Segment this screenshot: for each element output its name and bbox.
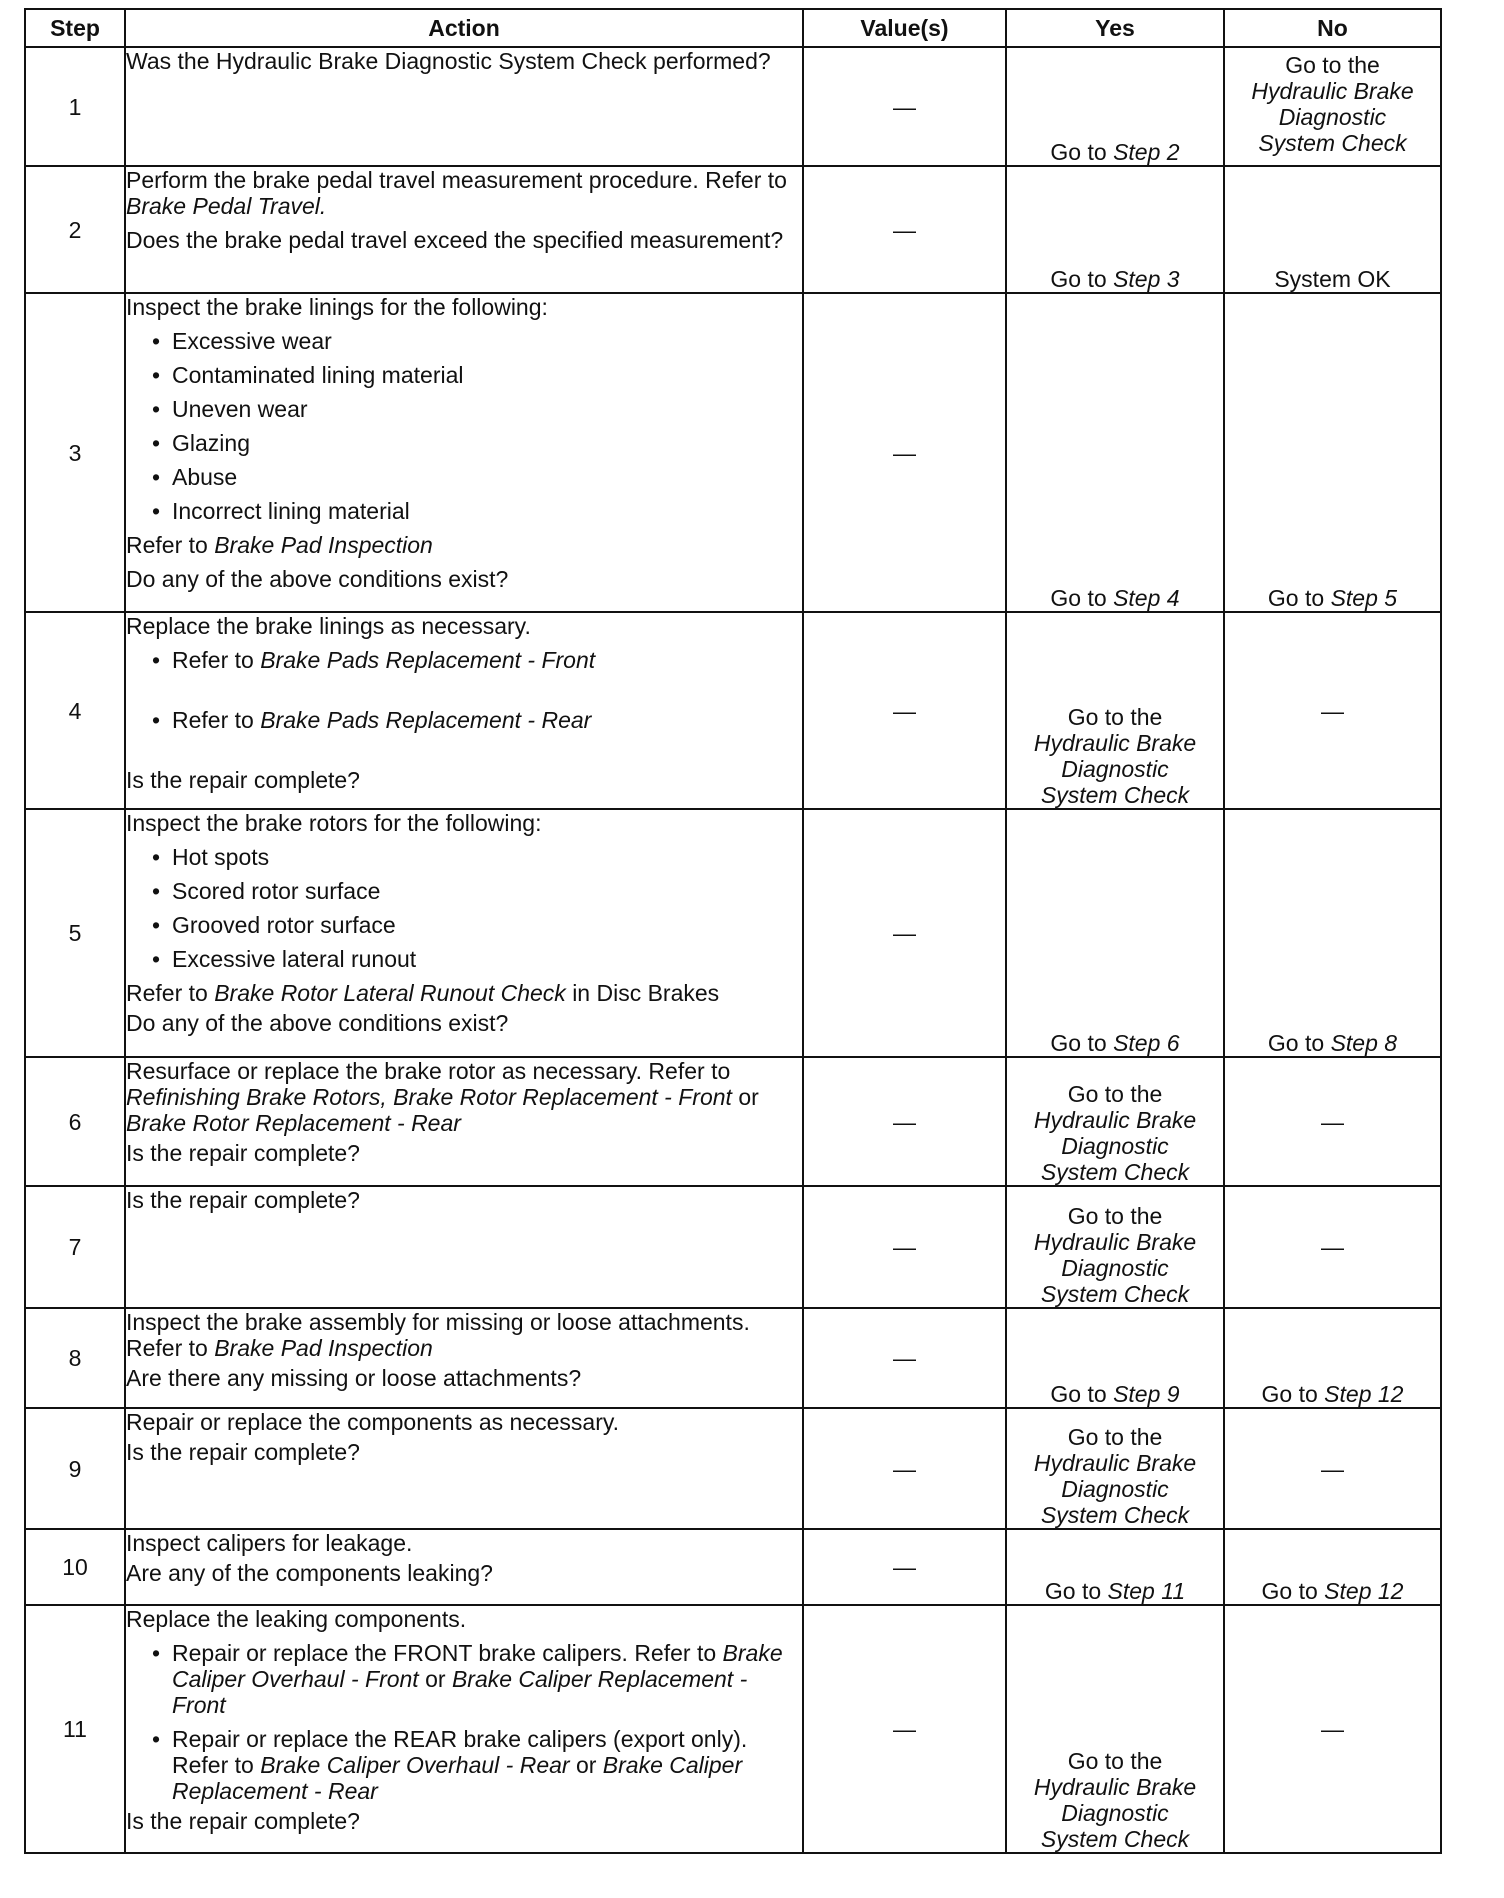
table-row [25, 612, 1441, 809]
yes-cell: Go to the Hydraulic Brake Diagnostic System Check [1006, 1605, 1224, 1853]
step-link[interactable]: Step 6 [1113, 1030, 1180, 1056]
hydraulic-check-link[interactable]: Hydraulic Brake [1251, 78, 1414, 104]
list-item: • Repair or replace the FRONT brake calipers. Refer to Brake Caliper Overhaul - Front or Brake Caliper Replacement - Front [126, 1640, 802, 1718]
value-cell: — [803, 293, 1006, 612]
brake-pads-rear-link[interactable]: Brake Pads Replacement - Rear [260, 707, 592, 733]
list-item: • Refer to Brake Pads Replacement - Front [126, 647, 802, 673]
action-cell: Repair or replace the components as necessary. Is the repair complete? [125, 1408, 803, 1529]
value-cell: — [803, 1529, 1006, 1605]
brake-pedal-travel-link[interactable]: Brake Pedal Travel. [126, 193, 327, 219]
no-cell: Go to Step 12 [1224, 1529, 1441, 1605]
hydraulic-check-link[interactable]: Hydraulic Brake [1033, 1107, 1197, 1133]
no-cell: Go to Step 5 [1224, 293, 1441, 612]
hydraulic-check-link[interactable]: Hydraulic Brake [1033, 1450, 1197, 1476]
yes-cell: Go to Step 9 [1006, 1308, 1224, 1408]
step-link[interactable]: Step 12 [1324, 1381, 1404, 1407]
rotor-replacement-rear-link[interactable]: Brake Rotor Replacement - Rear [126, 1110, 461, 1136]
action-cell: Inspect the brake linings for the following: • Excessive wear • Contaminated lining material • Uneven wear • Glazing • Abuse • Incorrect lining material Refer to Brake Pad Inspection Do any of the above conditions exist? [125, 293, 803, 612]
yes-cell: Go to Step 3 [1006, 166, 1224, 293]
step-number: 10 [25, 1529, 125, 1605]
yes-cell: Go to Step 2 [1006, 47, 1224, 166]
step-link[interactable]: Step 11 [1107, 1578, 1186, 1604]
list-item: • Excessive wear [126, 328, 802, 354]
header-values: Value(s) [803, 9, 1006, 47]
table-row [25, 1186, 1441, 1308]
list-item: • Incorrect lining material [126, 498, 802, 524]
table-row [25, 1605, 1441, 1853]
brake-pads-front-link[interactable]: Brake Pads Replacement - Front [260, 647, 596, 673]
list-item: • Scored rotor surface [126, 878, 802, 904]
step-link[interactable]: Step 2 [1113, 139, 1180, 165]
header-no: No [1224, 9, 1441, 47]
yes-cell: Go to Step 11 [1006, 1529, 1224, 1605]
yes-cell: Go to the Hydraulic Brake Diagnostic System Check [1006, 1057, 1224, 1186]
value-cell: — [803, 1308, 1006, 1408]
step-number: 4 [25, 612, 125, 809]
hydraulic-check-link[interactable]: Hydraulic Brake [1033, 1774, 1197, 1800]
brake-pad-inspection-link[interactable]: Brake Pad Inspection [214, 532, 433, 558]
table-row [25, 1408, 1441, 1529]
action-cell: Resurface or replace the brake rotor as necessary. Refer to Refinishing Brake Rotors, Brake Rotor Replacement - Front or Brake Rotor Replacement - Rear Is the repair complete? [125, 1057, 803, 1186]
value-cell: — [803, 809, 1006, 1057]
action-cell: Perform the brake pedal travel measurement procedure. Refer to Brake Pedal Travel. Does the brake pedal travel exceed the specified measurement? [125, 166, 803, 293]
no-cell: — [1224, 1186, 1441, 1308]
diagnostic-table [24, 8, 1442, 1854]
hydraulic-check-link[interactable]: Hydraulic Brake [1033, 1229, 1197, 1255]
header-yes: Yes [1006, 9, 1224, 47]
action-cell: Inspect calipers for leakage. Are any of the components leaking? [125, 1529, 803, 1605]
value-cell: — [803, 612, 1006, 809]
no-cell: — [1224, 1057, 1441, 1186]
list-item: • Refer to Brake Pads Replacement - Rear [126, 707, 802, 733]
step-link[interactable]: Step 12 [1324, 1578, 1404, 1604]
step-link[interactable]: Step 5 [1330, 585, 1398, 611]
caliper-overhaul-rear-link[interactable]: Brake Caliper Overhaul - Rear [260, 1752, 570, 1778]
header-row [25, 9, 1441, 47]
list-item: • Repair or replace the REAR brake calipers (export only). Refer to Brake Caliper Overhaul - Rear or Brake Caliper Replacement - Rear [126, 1726, 802, 1804]
no-cell: Go to Step 8 [1224, 809, 1441, 1057]
action-cell: Replace the brake linings as necessary. • Refer to Brake Pads Replacement - Front • Refer to Brake Pads Replacement - Rear Is the repair complete? [125, 612, 803, 809]
step-link[interactable]: Step 4 [1113, 585, 1180, 611]
header-action: Action [125, 9, 803, 47]
action-cell: Replace the leaking components. • Repair or replace the FRONT brake calipers. Refer to Brake Caliper Overhaul - Front or Brake Caliper Replacement - Front • Repair or replace the REAR brake calipers (export only). Refer to Brake Caliper Overhaul - Rear or Brake Caliper Replacement - Rear Is the repair complete? [125, 1605, 803, 1853]
table-row [25, 1057, 1441, 1186]
yes-cell: Go to Step 6 [1006, 809, 1224, 1057]
action-cell: Inspect the brake rotors for the following: • Hot spots • Scored rotor surface • Grooved rotor surface • Excessive lateral runout Refer to Brake Rotor Lateral Runout Check in Disc Brakes Do any of the above conditions exist? [125, 809, 803, 1057]
value-cell: — [803, 47, 1006, 166]
table-row [25, 809, 1441, 1057]
hydraulic-check-link[interactable]: Hydraulic Brake [1033, 730, 1197, 756]
table-row [25, 1308, 1441, 1408]
action-cell: Is the repair complete? [125, 1186, 803, 1308]
yes-cell: Go to the Hydraulic Brake Diagnostic System Check [1006, 612, 1224, 809]
no-cell: — [1224, 1605, 1441, 1853]
value-cell: — [803, 1057, 1006, 1186]
action-cell [125, 47, 803, 166]
table-row [25, 1529, 1441, 1605]
header-step: Step [25, 9, 125, 47]
no-cell: — [1224, 612, 1441, 809]
list-item: • Glazing [126, 430, 802, 456]
list-item: • Contaminated lining material [126, 362, 802, 388]
yes-cell: Go to the Hydraulic Brake Diagnostic System Check [1006, 1408, 1224, 1529]
list-item: • Excessive lateral runout [126, 946, 802, 972]
yes-cell: Go to Step 4 [1006, 293, 1224, 612]
value-cell: — [803, 1605, 1006, 1853]
yes-cell: Go to the Hydraulic Brake Diagnostic System Check [1006, 1186, 1224, 1308]
value-cell: — [803, 1408, 1006, 1529]
step-link[interactable]: Step 3 [1113, 266, 1180, 292]
rotor-refinish-link[interactable]: Refinishing Brake Rotors, Brake Rotor Replacement - Front [126, 1084, 732, 1110]
list-item: • Abuse [126, 464, 802, 490]
step-number: 11 [25, 1605, 125, 1853]
step-number: 6 [25, 1057, 125, 1186]
list-item: • Hot spots [126, 844, 802, 870]
table-row [25, 47, 1441, 166]
caliper-replacement-front-link[interactable]: Brake Caliper Replacement - Front [172, 1666, 748, 1718]
step-link[interactable]: Step 9 [1113, 1381, 1180, 1407]
list-item: • Grooved rotor surface [126, 912, 802, 938]
value-cell: — [803, 1186, 1006, 1308]
step-number: 1 [25, 47, 125, 166]
table-row [25, 293, 1441, 612]
no-cell: Go to Step 12 [1224, 1308, 1441, 1408]
step-number: 8 [25, 1308, 125, 1408]
no-cell: Go to the Hydraulic Brake Diagnostic System Check [1224, 47, 1441, 166]
rotor-runout-link[interactable]: Brake Rotor Lateral Runout Check [214, 980, 566, 1006]
brake-pad-inspection-link[interactable]: Brake Pad Inspection [214, 1335, 433, 1361]
step-number: 5 [25, 809, 125, 1057]
step-link[interactable]: Step 8 [1330, 1030, 1398, 1056]
caliper-replacement-rear-link[interactable]: Brake Caliper Replacement - Rear [172, 1752, 743, 1804]
step-number: 9 [25, 1408, 125, 1529]
step-number: 2 [25, 166, 125, 293]
no-cell: — [1224, 1408, 1441, 1529]
step-number: 7 [25, 1186, 125, 1308]
list-item: • Uneven wear [126, 396, 802, 422]
step-number: 3 [25, 293, 125, 612]
action-text: Was the Hydraulic Brake Diagnostic System Check performed? [126, 48, 771, 74]
table-row [25, 166, 1441, 293]
action-cell: Inspect the brake assembly for missing or loose attachments. Refer to Brake Pad Inspection Are there any missing or loose attachments? [125, 1308, 803, 1408]
value-cell: — [803, 166, 1006, 293]
caliper-overhaul-front-link[interactable]: Brake Caliper Overhaul - Front [172, 1640, 783, 1692]
no-cell: System OK [1224, 166, 1441, 293]
